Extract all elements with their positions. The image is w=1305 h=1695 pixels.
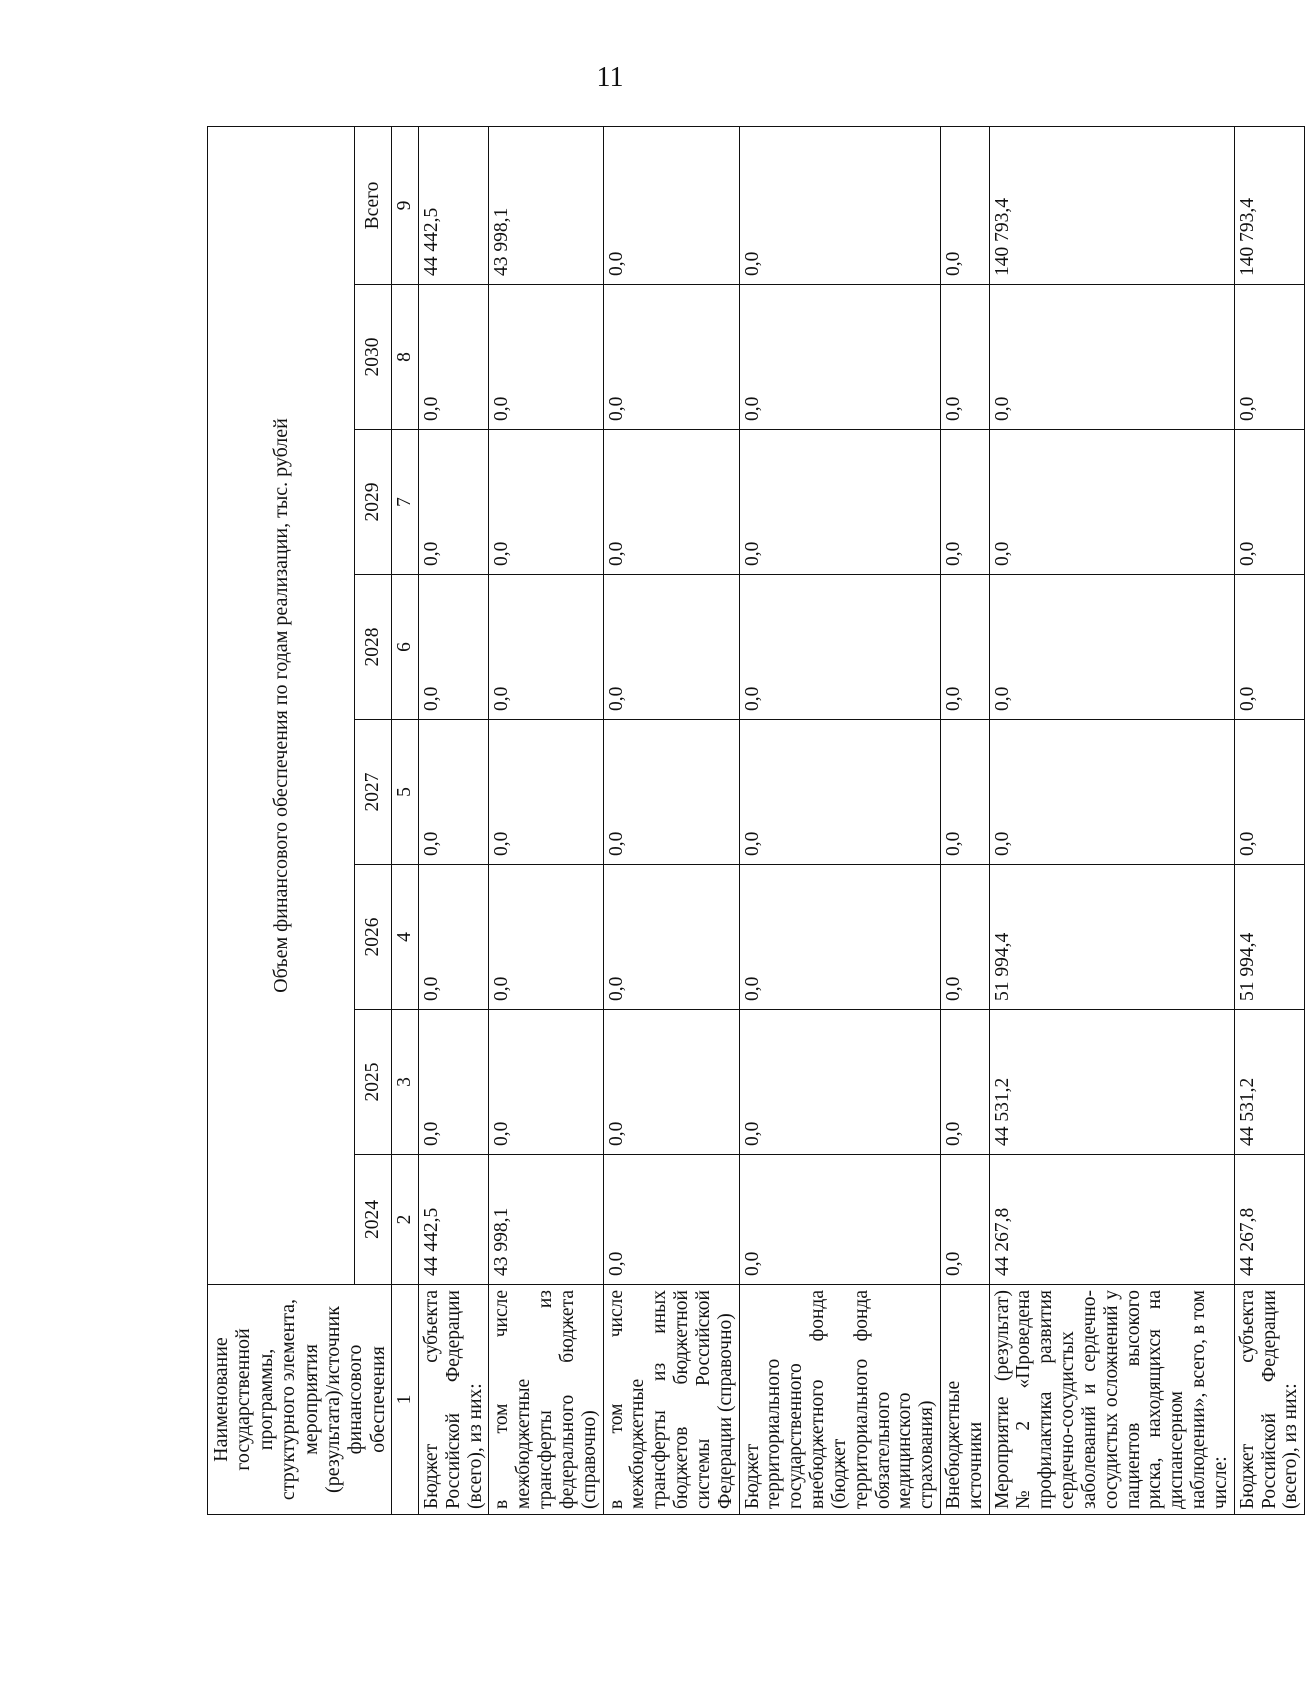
- row-value: 0,0: [739, 720, 940, 865]
- row-value: 51 994,4: [1234, 865, 1304, 1010]
- rotated-table-container: [207, 127, 1302, 1515]
- row-value: 0,0: [739, 1010, 940, 1155]
- column-number: 1: [392, 1285, 419, 1515]
- row-value: 0,0: [941, 720, 990, 865]
- row-value: 44 267,8: [989, 1155, 1234, 1285]
- row-value: 0,0: [418, 720, 488, 865]
- row-value: 44 267,8: [1234, 1155, 1304, 1285]
- row-value: 51 994,4: [989, 865, 1234, 1010]
- row-value: 0,0: [418, 575, 488, 720]
- column-number: 9: [392, 126, 419, 284]
- row-value: 0,0: [489, 865, 603, 1010]
- row-value: 0,0: [603, 430, 739, 575]
- row-value: 0,0: [489, 285, 603, 430]
- row-value: 0,0: [739, 865, 940, 1010]
- row-value: 0,0: [418, 285, 488, 430]
- financing-group-header: Объем финансового обеспечения по годам реализации, тыс. рублей: [208, 126, 355, 1284]
- row-value: 0,0: [941, 430, 990, 575]
- row-value: 0,0: [603, 575, 739, 720]
- row-value: 0,0: [989, 285, 1234, 430]
- row-value: 0,0: [603, 126, 739, 284]
- row-value: 0,0: [603, 1155, 739, 1285]
- column-number: 2: [392, 1155, 419, 1285]
- page-number: 11: [596, 62, 624, 93]
- row-value: 0,0: [1234, 430, 1304, 575]
- row-name: Бюджет субъекта Российской Федерации (всего), из них:: [418, 1285, 488, 1515]
- row-value: 0,0: [603, 720, 739, 865]
- row-value: 44 531,2: [1234, 1010, 1304, 1155]
- column-number: 3: [392, 1010, 419, 1155]
- row-value: 0,0: [418, 430, 488, 575]
- column-number-row: [392, 126, 419, 1514]
- row-value: 0,0: [418, 865, 488, 1010]
- row-value: 0,0: [739, 575, 940, 720]
- row-value: 0,0: [941, 126, 990, 284]
- row-value: 0,0: [941, 575, 990, 720]
- row-value: 44 442,5: [418, 126, 488, 284]
- row-value: 43 998,1: [489, 1155, 603, 1285]
- row-value: 0,0: [989, 575, 1234, 720]
- table-row: [739, 126, 940, 1514]
- row-value: 0,0: [989, 430, 1234, 575]
- row-value: 0,0: [941, 1155, 990, 1285]
- year-header: 2025: [354, 1010, 391, 1155]
- year-header: 2027: [354, 720, 391, 865]
- year-header: 2029: [354, 430, 391, 575]
- row-name: Бюджет территориального государственного внебюджетного фонда (бюджет территориального фонда обязательного медицинского страхования): [739, 1285, 940, 1515]
- name-column-header: Наименование государственной программы, структурного элемента, мероприятия (результата)/источник финансового обеспечения: [208, 1285, 392, 1515]
- column-number: 4: [392, 865, 419, 1010]
- total-header: Всего: [354, 126, 391, 284]
- row-name: Внебюджетные источники: [941, 1285, 990, 1515]
- table-row: [418, 126, 488, 1514]
- row-value: 0,0: [489, 1010, 603, 1155]
- column-number: 7: [392, 430, 419, 575]
- table-row: [489, 126, 603, 1514]
- table-row: [941, 126, 990, 1514]
- row-value: 0,0: [489, 720, 603, 865]
- financing-table: [207, 126, 1305, 1515]
- row-value: 140 793,4: [989, 126, 1234, 284]
- row-name: в том числе межбюджетные трансферты из федерального бюджета (справочно): [489, 1285, 603, 1515]
- row-value: 0,0: [989, 720, 1234, 865]
- row-value: 0,0: [1234, 720, 1304, 865]
- row-value: 0,0: [489, 575, 603, 720]
- row-value: 44 531,2: [989, 1010, 1234, 1155]
- row-value: 0,0: [603, 865, 739, 1010]
- year-header: 2024: [354, 1155, 391, 1285]
- row-name: Бюджет субъекта Российской Федерации (всего), из них:: [1234, 1285, 1304, 1515]
- row-value: 43 998,1: [489, 126, 603, 284]
- row-value: 0,0: [603, 1010, 739, 1155]
- row-value: 140 793,4: [1234, 126, 1304, 284]
- row-value: 0,0: [1234, 575, 1304, 720]
- row-value: 0,0: [739, 1155, 940, 1285]
- table-row: [989, 126, 1234, 1514]
- year-header: 2028: [354, 575, 391, 720]
- row-value: 0,0: [941, 285, 990, 430]
- row-value: 0,0: [739, 126, 940, 284]
- row-name: Мероприятие (результат) № 2 «Проведена профилактика развития сердечно-сосудистых заболеваний и сердечно-сосудистых осложнений у пациентов высокого риска, находящихся на диспансерном наблюдении», всего, в том числе:: [989, 1285, 1234, 1515]
- row-value: 0,0: [739, 285, 940, 430]
- row-name: в том числе межбюджетные трансферты из иных бюджетов бюджетной системы Российской Федерации (справочно): [603, 1285, 739, 1515]
- table-row: [1234, 126, 1304, 1514]
- row-value: 44 442,5: [418, 1155, 488, 1285]
- row-value: 0,0: [1234, 285, 1304, 430]
- year-header: 2026: [354, 865, 391, 1010]
- row-value: 0,0: [489, 430, 603, 575]
- year-header: 2030: [354, 285, 391, 430]
- table-row: [603, 126, 739, 1514]
- row-value: 0,0: [941, 1010, 990, 1155]
- header-row: [208, 126, 355, 1514]
- row-value: 0,0: [941, 865, 990, 1010]
- column-number: 5: [392, 720, 419, 865]
- row-value: 0,0: [739, 430, 940, 575]
- column-number: 6: [392, 575, 419, 720]
- row-value: 0,0: [418, 1010, 488, 1155]
- column-number: 8: [392, 285, 419, 430]
- row-value: 0,0: [603, 285, 739, 430]
